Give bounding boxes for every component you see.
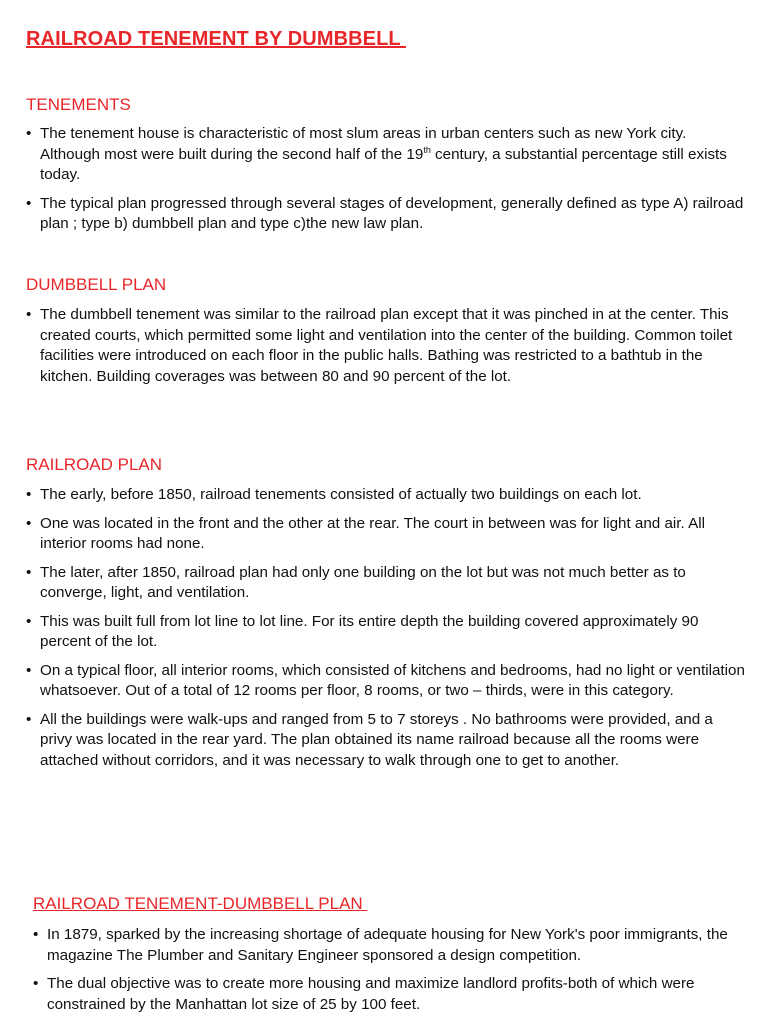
bullet-text: All the buildings were walk-ups and ranged from 5 to 7 storeys . No bathrooms were provided, and a privy was located in the rear yard. The plan obtained its name railroad because all the rooms were attached without corridors, and it was necessary to walk through one to get to another. bbox=[40, 710, 713, 769]
railroad-plan-bullet-list bbox=[26, 485, 746, 779]
bullet-text: One was located in the front and the other at the rear. The court in between was for light and air. All interior rooms had none. bbox=[40, 514, 705, 552]
bullet-text: The dumbbell tenement was similar to the railroad plan except that it was pinched in at the center. This created courts, which permitted some light and ventilation into the center of the building. Common toilet facilities were introduced on each floor in the public halls. Bathing was restricted to a bathtub in the kitchen. Building coverages was between 80 and 90 percent of the lot. bbox=[40, 306, 733, 385]
bullet-text: The dual objective was to create more housing and maximize landlord profits-both of which were constrained by the Manhattan lot size of 25 by 100 feet. bbox=[47, 975, 695, 1013]
bullet-text: On a typical floor, all interior rooms, which consisted of kitchens and bedrooms, had no light or ventilation whatsoever. Out of a total of 12 rooms per floor, 8 rooms, or two – thirds, were in this category. bbox=[40, 661, 745, 699]
page-title: RAILROAD TENEMENT BY DUMBBELL bbox=[26, 28, 407, 50]
list-item bbox=[26, 514, 746, 555]
list-item bbox=[26, 485, 746, 506]
bullet-text: The later, after 1850, railroad plan had only one building on the lot but was not much better as to converge, light, and ventilation. bbox=[40, 563, 686, 601]
list-item bbox=[26, 710, 746, 772]
list-item bbox=[26, 661, 746, 702]
bullet-text: This was built full from lot line to lot line. For its entire depth the building covered approximately 90 percent of the lot. bbox=[40, 612, 699, 650]
section-heading-dumbbell-plan: DUMBBELL PLAN bbox=[26, 275, 167, 294]
section-heading-tenements: TENEMENTS bbox=[26, 95, 131, 114]
section-heading-railroad-plan: RAILROAD PLAN bbox=[26, 455, 163, 474]
list-item bbox=[33, 974, 748, 1015]
list-item bbox=[26, 305, 746, 387]
bullet-text: In 1879, sparked by the increasing shortage of adequate housing for New York's poor immigrants, the magazine The Plumber and Sanitary Engineer sponsored a design competition. bbox=[47, 926, 728, 964]
bullet-text: The tenement house is characteristic of most slum areas in urban centers such as new York city. Although most were built during the second half of the 19th century, a substantial percentage still exists today. bbox=[40, 125, 727, 183]
bullet-text: The early, before 1850, railroad tenements consisted of actually two buildings on each lot. bbox=[40, 486, 642, 503]
dumbbell-plan-bullet-list bbox=[26, 305, 746, 395]
list-item bbox=[26, 563, 746, 604]
list-item bbox=[26, 124, 746, 186]
list-item bbox=[26, 612, 746, 653]
railroad-tenement-dumbbell-bullet-list bbox=[33, 925, 748, 1023]
tenements-bullet-list bbox=[26, 124, 746, 243]
list-item bbox=[33, 925, 748, 966]
list-item bbox=[26, 194, 746, 235]
section-heading-railroad-tenement-dumbbell-plan: RAILROAD TENEMENT-DUMBBELL PLAN bbox=[33, 894, 368, 913]
bullet-text: The typical plan progressed through several stages of development, generally defined as type A) railroad plan ; type b) dumbbell plan and type c)the new law plan. bbox=[40, 194, 744, 232]
